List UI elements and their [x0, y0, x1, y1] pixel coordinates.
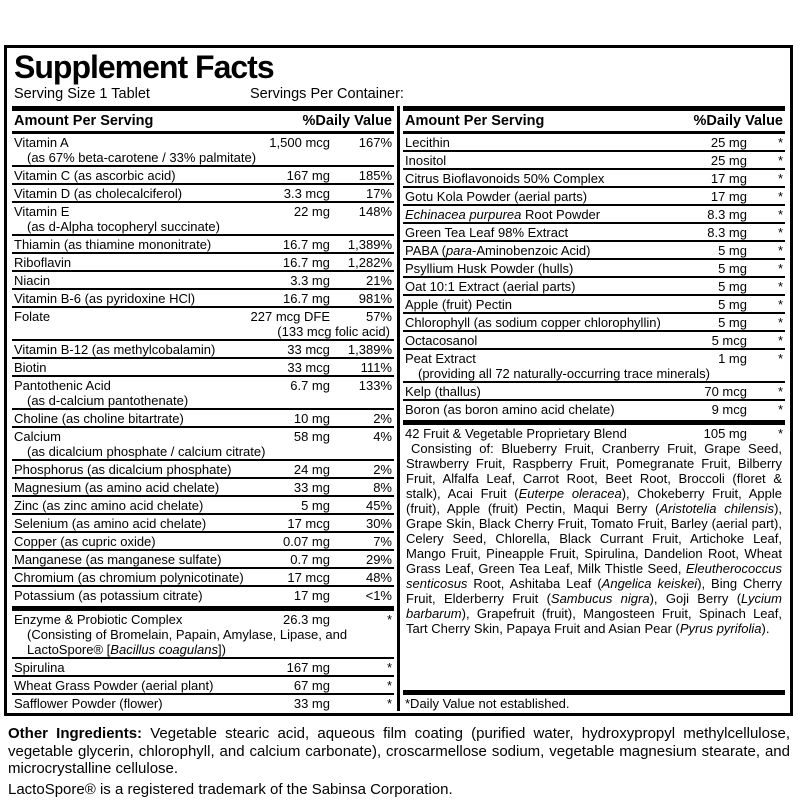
ingredient-amount: 1 mg	[718, 351, 747, 366]
ingredient-amount: 33 mcg	[287, 360, 330, 375]
ingredient-amount: 17 mg	[293, 588, 330, 603]
ingredient-amount: 5 mg	[718, 315, 747, 330]
ingredient-subtext: (as dicalcium phosphate / calcium citrate)	[27, 444, 266, 459]
ingredient-subtext: (133 mcg folic acid)	[277, 324, 390, 339]
ingredient-amount: 10 mg	[293, 411, 330, 426]
blend-name: 42 Fruit & Vegetable Proprietary Blend	[405, 426, 627, 441]
ingredient-amount: 17 mcg	[287, 570, 330, 585]
ingredient-daily-value: 30%	[365, 516, 392, 531]
label-footer	[4, 716, 794, 798]
ingredient-name: Green Tea Leaf 98% Extract	[405, 225, 569, 240]
ingredient-row	[12, 531, 394, 549]
ingredient-row	[403, 134, 785, 150]
footnote-text: *Daily Value not established.	[405, 696, 570, 711]
ingredient-amount: 1,500 mcg	[269, 135, 330, 150]
ingredient-name: Calcium	[14, 429, 61, 444]
ingredient-name: Potassium (as potassium citrate)	[14, 588, 203, 603]
ingredient-row	[12, 165, 394, 183]
ingredient-name: Biotin	[14, 360, 47, 375]
ingredient-subtext: (as d-Alpha tocopheryl succinate)	[27, 219, 220, 234]
ingredient-row	[12, 585, 394, 603]
ingredient-row	[403, 294, 785, 312]
blend-amount: 105 mg	[703, 426, 747, 441]
right-ingredient-rows	[403, 134, 785, 417]
ingredient-row	[403, 240, 785, 258]
ingredient-daily-value: *	[386, 678, 392, 693]
ingredient-name: Citrus Bioflavonoids 50% Complex	[405, 171, 605, 186]
ingredient-name: Echinacea purpurea Root Powder	[405, 207, 601, 222]
ingredient-name: Vitamin B-6 (as pyridoxine HCl)	[14, 291, 196, 306]
ingredient-daily-value: *	[777, 351, 783, 366]
ingredient-amount: 3.3 mg	[290, 273, 330, 288]
ingredient-row	[403, 204, 785, 222]
ingredient-daily-value: *	[777, 279, 783, 294]
ingredient-amount: 67 mg	[293, 678, 330, 693]
ingredient-name: Apple (fruit) Pectin	[405, 297, 512, 312]
ingredient-daily-value: *	[777, 207, 783, 222]
daily-value-header: %Daily Value	[693, 113, 783, 129]
ingredient-row	[12, 675, 394, 693]
supplement-facts-title: Supplement Facts	[14, 49, 274, 85]
ingredient-row	[403, 381, 785, 399]
column-divider	[397, 106, 400, 711]
left-column	[12, 106, 394, 711]
ingredient-amount: 3.3 mcg	[283, 186, 330, 201]
ingredient-name: Peat Extract	[405, 351, 476, 366]
ingredient-row	[12, 606, 394, 657]
ingredient-name: Selenium (as amino acid chelate)	[14, 516, 207, 531]
ingredient-daily-value: *	[777, 171, 783, 186]
ingredient-daily-value: 57%	[365, 309, 392, 324]
ingredient-name: Zinc (as zinc amino acid chelate)	[14, 498, 204, 513]
ingredient-daily-value: 148%	[358, 204, 392, 219]
other-ingredients	[8, 725, 790, 778]
ingredient-row	[403, 186, 785, 204]
ingredient-row	[403, 222, 785, 240]
ingredient-name: Vitamin D (as cholecalciferol)	[14, 186, 183, 201]
right-column-header	[403, 106, 785, 134]
ingredient-name: Choline (as choline bitartrate)	[14, 411, 184, 426]
left-ingredient-rows	[12, 134, 394, 711]
ingredient-amount: 33 mg	[293, 480, 330, 495]
left-column-header	[12, 106, 394, 134]
daily-value-header: %Daily Value	[302, 113, 392, 129]
ingredient-row	[403, 348, 785, 381]
ingredient-amount: 9 mcg	[711, 402, 747, 417]
ingredient-row	[403, 276, 785, 294]
ingredient-amount: 58 mg	[293, 429, 330, 444]
ingredient-row	[12, 549, 394, 567]
ingredient-subtext: (Consisting of Bromelain, Papain, Amylase, Lipase, and LactoSpore® [Bacillus coagulans])	[27, 627, 348, 657]
amount-per-serving-header: Amount Per Serving	[14, 113, 154, 129]
ingredient-daily-value: *	[777, 261, 783, 276]
ingredient-amount: 227 mcg DFE	[250, 309, 330, 324]
ingredient-daily-value: <1%	[365, 588, 392, 603]
ingredient-name: Psyllium Husk Powder (hulls)	[405, 261, 574, 276]
ingredient-daily-value: *	[777, 225, 783, 240]
ingredient-daily-value: 981%	[358, 291, 392, 306]
daily-value-footnote	[403, 690, 785, 711]
ingredient-row	[403, 168, 785, 186]
ingredient-amount: 5 mg	[718, 279, 747, 294]
ingredient-amount: 167 mg	[286, 168, 330, 183]
ingredient-daily-value: *	[777, 243, 783, 258]
ingredient-daily-value: *	[386, 612, 392, 627]
ingredient-name: Inositol	[405, 153, 447, 168]
ingredient-daily-value: 2%	[373, 462, 392, 477]
ingredient-row	[12, 134, 394, 165]
ingredient-name: Thiamin (as thiamine mononitrate)	[14, 237, 212, 252]
ingredient-daily-value: 21%	[365, 273, 392, 288]
ingredient-daily-value: 1,282%	[347, 255, 392, 270]
ingredient-row	[12, 477, 394, 495]
ingredient-name: Vitamin E	[14, 204, 70, 219]
ingredient-daily-value: 111%	[360, 360, 392, 375]
ingredient-row	[403, 399, 785, 417]
servings-per-container: Servings Per Container:	[250, 86, 404, 102]
ingredient-name: Vitamin C (as ascorbic acid)	[14, 168, 176, 183]
blend-daily-value: *	[777, 426, 783, 441]
ingredient-daily-value: 8%	[373, 480, 392, 495]
ingredient-name: Copper (as cupric oxide)	[14, 534, 156, 549]
ingredient-daily-value: 48%	[365, 570, 392, 585]
ingredient-amount: 5 mg	[718, 297, 747, 312]
ingredient-name: Enzyme & Probiotic Complex	[14, 612, 183, 627]
ingredient-daily-value: 1,389%	[347, 237, 392, 252]
ingredient-daily-value: *	[777, 135, 783, 150]
ingredient-row	[12, 234, 394, 252]
ingredient-name: Boron (as boron amino acid chelate)	[405, 402, 615, 417]
ingredient-row	[403, 312, 785, 330]
ingredient-amount: 22 mg	[293, 204, 330, 219]
ingredient-row	[12, 693, 394, 711]
ingredient-row	[12, 288, 394, 306]
ingredient-name: Lecithin	[405, 135, 450, 150]
ingredient-row	[12, 339, 394, 357]
ingredient-daily-value: *	[777, 297, 783, 312]
ingredient-amount: 167 mg	[286, 660, 330, 675]
ingredient-amount: 6.7 mg	[290, 378, 330, 393]
ingredient-daily-value: 4%	[373, 429, 392, 444]
ingredient-subtext: (as 67% beta-carotene / 33% palmitate)	[27, 150, 257, 165]
ingredient-row	[12, 306, 394, 339]
ingredient-name: Magnesium (as amino acid chelate)	[14, 480, 220, 495]
ingredient-amount: 5 mg	[718, 261, 747, 276]
ingredient-name: PABA (para-Aminobenzoic Acid)	[405, 243, 591, 258]
ingredient-name: Riboflavin	[14, 255, 72, 270]
ingredient-name: Phosphorus (as dicalcium phosphate)	[14, 462, 232, 477]
ingredient-daily-value: 45%	[365, 498, 392, 513]
ingredient-amount: 0.07 mg	[283, 534, 330, 549]
ingredient-amount: 16.7 mg	[282, 237, 330, 252]
ingredient-amount: 8.3 mg	[707, 207, 747, 222]
ingredient-daily-value: 7%	[373, 534, 392, 549]
ingredient-name: Spirulina	[14, 660, 65, 675]
ingredient-row	[12, 408, 394, 426]
ingredient-name: Gotu Kola Powder (aerial parts)	[405, 189, 588, 204]
ingredient-amount: 17 mg	[710, 189, 747, 204]
ingredient-row	[12, 201, 394, 234]
ingredient-name: Chromium (as chromium polynicotinate)	[14, 570, 244, 585]
ingredient-name: Oat 10:1 Extract (aerial parts)	[405, 279, 576, 294]
ingredient-name: Chlorophyll (as sodium copper chlorophyllin)	[405, 315, 661, 330]
ingredient-amount: 24 mg	[293, 462, 330, 477]
blend-description: Consisting of: Blueberry Fruit, Cranberry Fruit, Grape Seed, Strawberry Fruit, Raspberry Fruit, Pomegranate Fruit, Bilberry Fruit, Alfalfa Leaf, Carrot Root, Beet Root, Broccoli (floret & stalk), Acai Fruit (Euterpe oleracea), Chokeberry Fruit, Apple (fruit), Apple (fruit) Pectin, Maqui Berry (Aristotelia chilensis), Grape Skin, Black Cherry Fruit, Tomato Fruit, Barley (aerial part), Celery Seed, Chlorella, Black Currant Fruit, Artichoke Leaf, Mango Fruit, Pineapple Fruit, Spirulina, Dandelion Root, Wheat Grass Leaf, Green Tea Leaf, Milk Thistle Seed, Eleutherococcus senticosus Root, Ashitaba Leaf (Angelica keiskei), Bing Cherry Fruit, Elderberry Fruit (Sambucus nigra), Goji Berry (Lycium barbarum), Grapefruit (fruit), Mangosteen Fruit, Spinach Leaf, Tart Cherry Skin, Papaya Fruit and Asian Pear (Pyrus pyrifolia).	[406, 441, 783, 636]
ingredient-amount: 33 mg	[293, 696, 330, 711]
trademark-note: LactoSpore® is a registered trademark of the Sabinsa Corporation.	[8, 780, 453, 798]
ingredient-daily-value: 167%	[358, 135, 392, 150]
serving-size: Serving Size 1 Tablet	[14, 86, 150, 102]
ingredient-row	[12, 459, 394, 477]
ingredient-amount: 5 mg	[301, 498, 330, 513]
ingredient-subtext: (as d-calcium pantothenate)	[27, 393, 189, 408]
ingredient-name: Vitamin A	[14, 135, 69, 150]
ingredient-daily-value: 29%	[365, 552, 392, 567]
other-ingredients-label: Other Ingredients:	[8, 725, 143, 742]
ingredient-amount: 70 mcg	[704, 384, 747, 399]
ingredient-amount: 8.3 mg	[707, 225, 747, 240]
ingredient-daily-value: 17%	[365, 186, 392, 201]
ingredient-amount: 17 mg	[710, 171, 747, 186]
ingredient-amount: 16.7 mg	[283, 291, 330, 306]
ingredient-daily-value: *	[777, 402, 783, 417]
proprietary-blend	[403, 420, 785, 637]
ingredient-daily-value: *	[386, 660, 392, 675]
ingredient-daily-value: 2%	[373, 411, 392, 426]
ingredient-daily-value: *	[777, 384, 783, 399]
ingredient-daily-value: *	[386, 696, 392, 711]
ingredient-amount: 16.7 mg	[282, 255, 330, 270]
ingredient-row	[12, 513, 394, 531]
ingredient-name: Safflower Powder (flower)	[14, 696, 163, 711]
serving-info	[14, 86, 783, 103]
supplement-facts-panel	[4, 45, 793, 716]
ingredient-amount: 25 mg	[710, 153, 747, 168]
ingredient-daily-value: *	[777, 315, 783, 330]
ingredient-row	[12, 252, 394, 270]
ingredient-amount: 25 mg	[710, 135, 747, 150]
ingredient-daily-value: *	[777, 333, 783, 348]
ingredient-amount: 33 mcg	[287, 342, 330, 357]
ingredient-name: Pantothenic Acid	[14, 378, 111, 393]
ingredient-row	[12, 426, 394, 459]
ingredient-amount: 26.3 mg	[283, 612, 330, 627]
ingredient-name: Wheat Grass Powder (aerial plant)	[14, 678, 214, 693]
amount-per-serving-header: Amount Per Serving	[405, 113, 545, 129]
ingredient-row	[12, 357, 394, 375]
ingredient-daily-value: *	[777, 153, 783, 168]
ingredient-amount: 5 mcg	[711, 333, 747, 348]
ingredient-row	[403, 258, 785, 276]
ingredient-row	[12, 183, 394, 201]
ingredient-daily-value: *	[777, 189, 783, 204]
ingredient-name: Niacin	[14, 273, 51, 288]
ingredient-amount: 0.7 mg	[290, 552, 330, 567]
ingredient-row	[12, 270, 394, 288]
ingredient-name: Folate	[14, 309, 51, 324]
ingredient-name: Vitamin B-12 (as methylcobalamin)	[14, 342, 216, 357]
right-column	[403, 106, 785, 711]
ingredient-daily-value: 185%	[358, 168, 392, 183]
ingredient-name: Manganese (as manganese sulfate)	[14, 552, 222, 567]
ingredient-row	[12, 657, 394, 675]
facts-columns	[12, 106, 785, 711]
ingredient-subtext: (providing all 72 naturally-occurring trace minerals)	[418, 366, 710, 381]
ingredient-row	[12, 375, 394, 408]
ingredient-row	[403, 150, 785, 168]
ingredient-amount: 17 mcg	[287, 516, 330, 531]
other-ingredients-text: Vegetable stearic acid, aqueous film coating (purified water, hydroxypropyl methylcellulose, vegetable glycerin, chlorophyll, and calcium carbonate), croscarmellose sodium, vegetable magnesium stearate, and microcrystalline cellulose.	[8, 725, 790, 777]
ingredient-daily-value: 1,389%	[347, 342, 392, 357]
ingredient-name: Kelp (thallus)	[405, 384, 481, 399]
ingredient-row	[12, 495, 394, 513]
ingredient-daily-value: 133%	[358, 378, 392, 393]
ingredient-name: Octacosanol	[405, 333, 478, 348]
ingredient-amount: 5 mg	[718, 243, 747, 258]
ingredient-row	[12, 567, 394, 585]
ingredient-row	[403, 330, 785, 348]
